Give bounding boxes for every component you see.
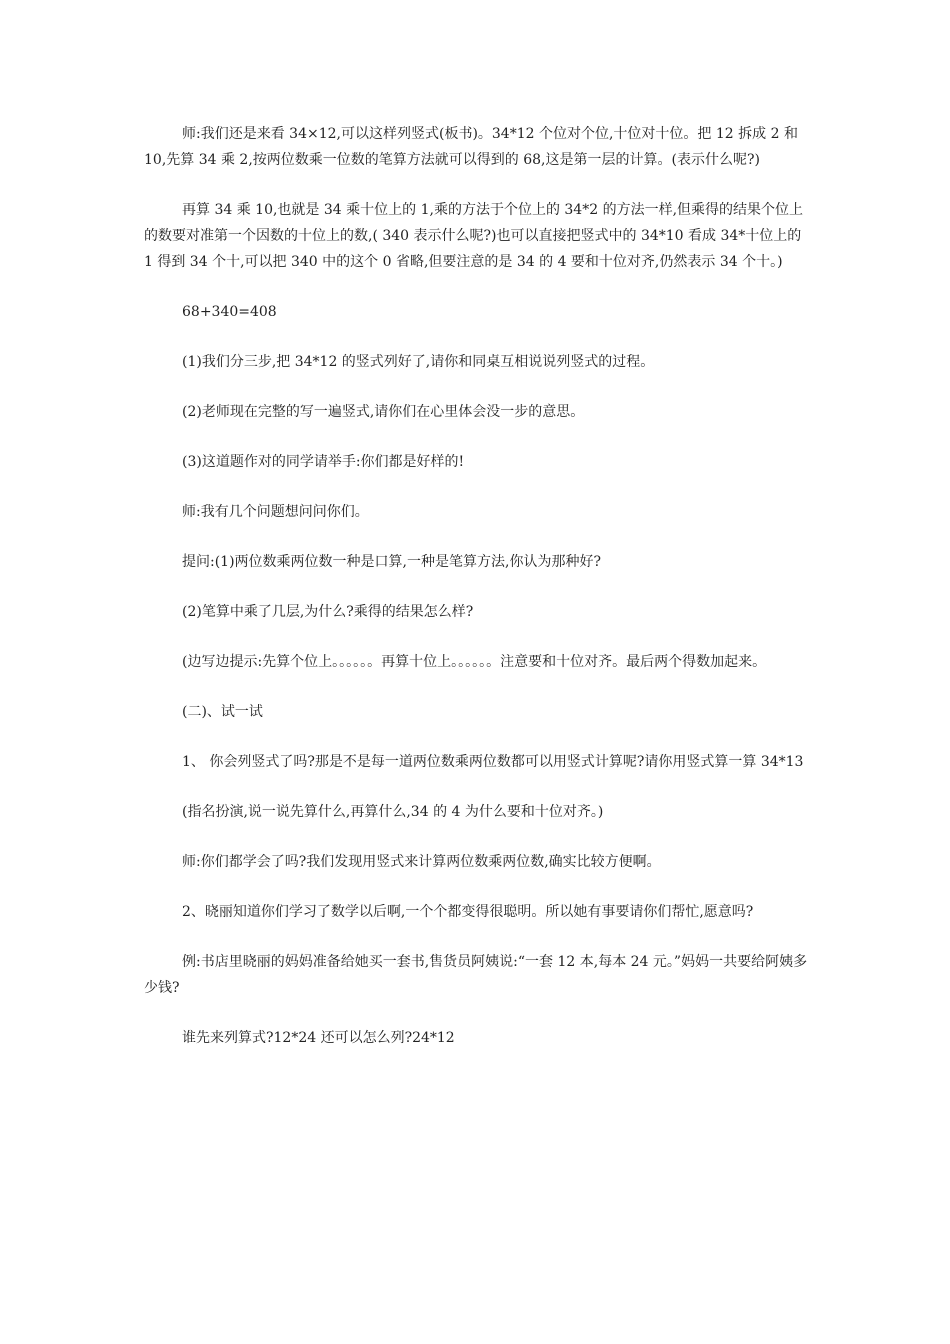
paragraph-step-2: (2)老师现在完整的写一遍竖式,请你们在心里体会没一步的意思。 [182,404,585,420]
document-body [144,121,810,1075]
paragraph-multiply-by-ten: 再算 34 乘 10,也就是 34 乘十位上的 1,乘的方法于个位上的 34*2 的方法一样,但乘得的结果个位上的数要对准第一个因数的十位上的数,( 340 表示什么呢?)也可以直接把竖式中的 34*10 看成 34*十位上的 1 得到 34 个十,可以把 340 中的这个 0 省略,但要注意的是 34 的 4 要和十位对齐,仍然表示 34 个十。) [144,202,804,270]
paragraph-intro-vertical-form: 师:我们还是来看 34×12,可以这样列竖式(板书)。34*12 个位对个位,十位对十位。把 12 拆成 2 和 10,先算 34 乘 2,按两位数乘一位数的笔算方法就可以得到的 68,这是第一层的计算。(表示什么呢?) [144,126,798,168]
paragraph-exercise-2: 2、晓丽知道你们学习了数学以后啊,一个个都变得很聪明。所以她有事要请你们帮忙,愿意吗? [182,904,754,920]
paragraph-teacher-summary: 师:你们都学会了吗?我们发现用竖式来计算两位数乘两位数,确实比较方便啊。 [182,854,661,870]
paragraph-exercise-1: 1、 你会列竖式了吗?那是不是每一道两位数乘两位数都可以用竖式计算呢?请你用竖式算一算 34*13 [182,754,804,770]
paragraph-hint: (边写边提示:先算个位上。。。。。。再算十位上。。。。。。注意要和十位对齐。最后两个得数加起来。 [182,654,767,670]
paragraph-step-1: (1)我们分三步,把 34*12 的竖式列好了,请你和同桌互相说说列竖式的过程。 [182,354,655,370]
paragraph-question-2: (2)笔算中乘了几层,为什么?乘得的结果怎么样? [182,604,474,620]
paragraph-formula-question: 谁先来列算式?12*24 还可以怎么列?24*12 [182,1030,455,1046]
paragraph-example: 例:书店里晓丽的妈妈准备给她买一套书,售货员阿姨说:“一套 12 本,每本 24 元。”妈妈一共要给阿姨多少钱? [144,954,808,996]
paragraph-step-3: (3)这道题作对的同学请举手:你们都是好样的! [182,454,465,470]
paragraph-question-1: 提问:(1)两位数乘两位数一种是口算,一种是笔算方法,你认为那种好? [182,554,601,570]
paragraph-sum-result: 68+340=408 [182,304,277,320]
paragraph-teacher-question: 师:我有几个问题想问问你们。 [182,504,369,520]
paragraph-demonstration: (指名扮演,说一说先算什么,再算什么,34 的 4 为什么要和十位对齐。) [182,804,604,820]
section-heading-try: (二)、试一试 [182,704,263,720]
